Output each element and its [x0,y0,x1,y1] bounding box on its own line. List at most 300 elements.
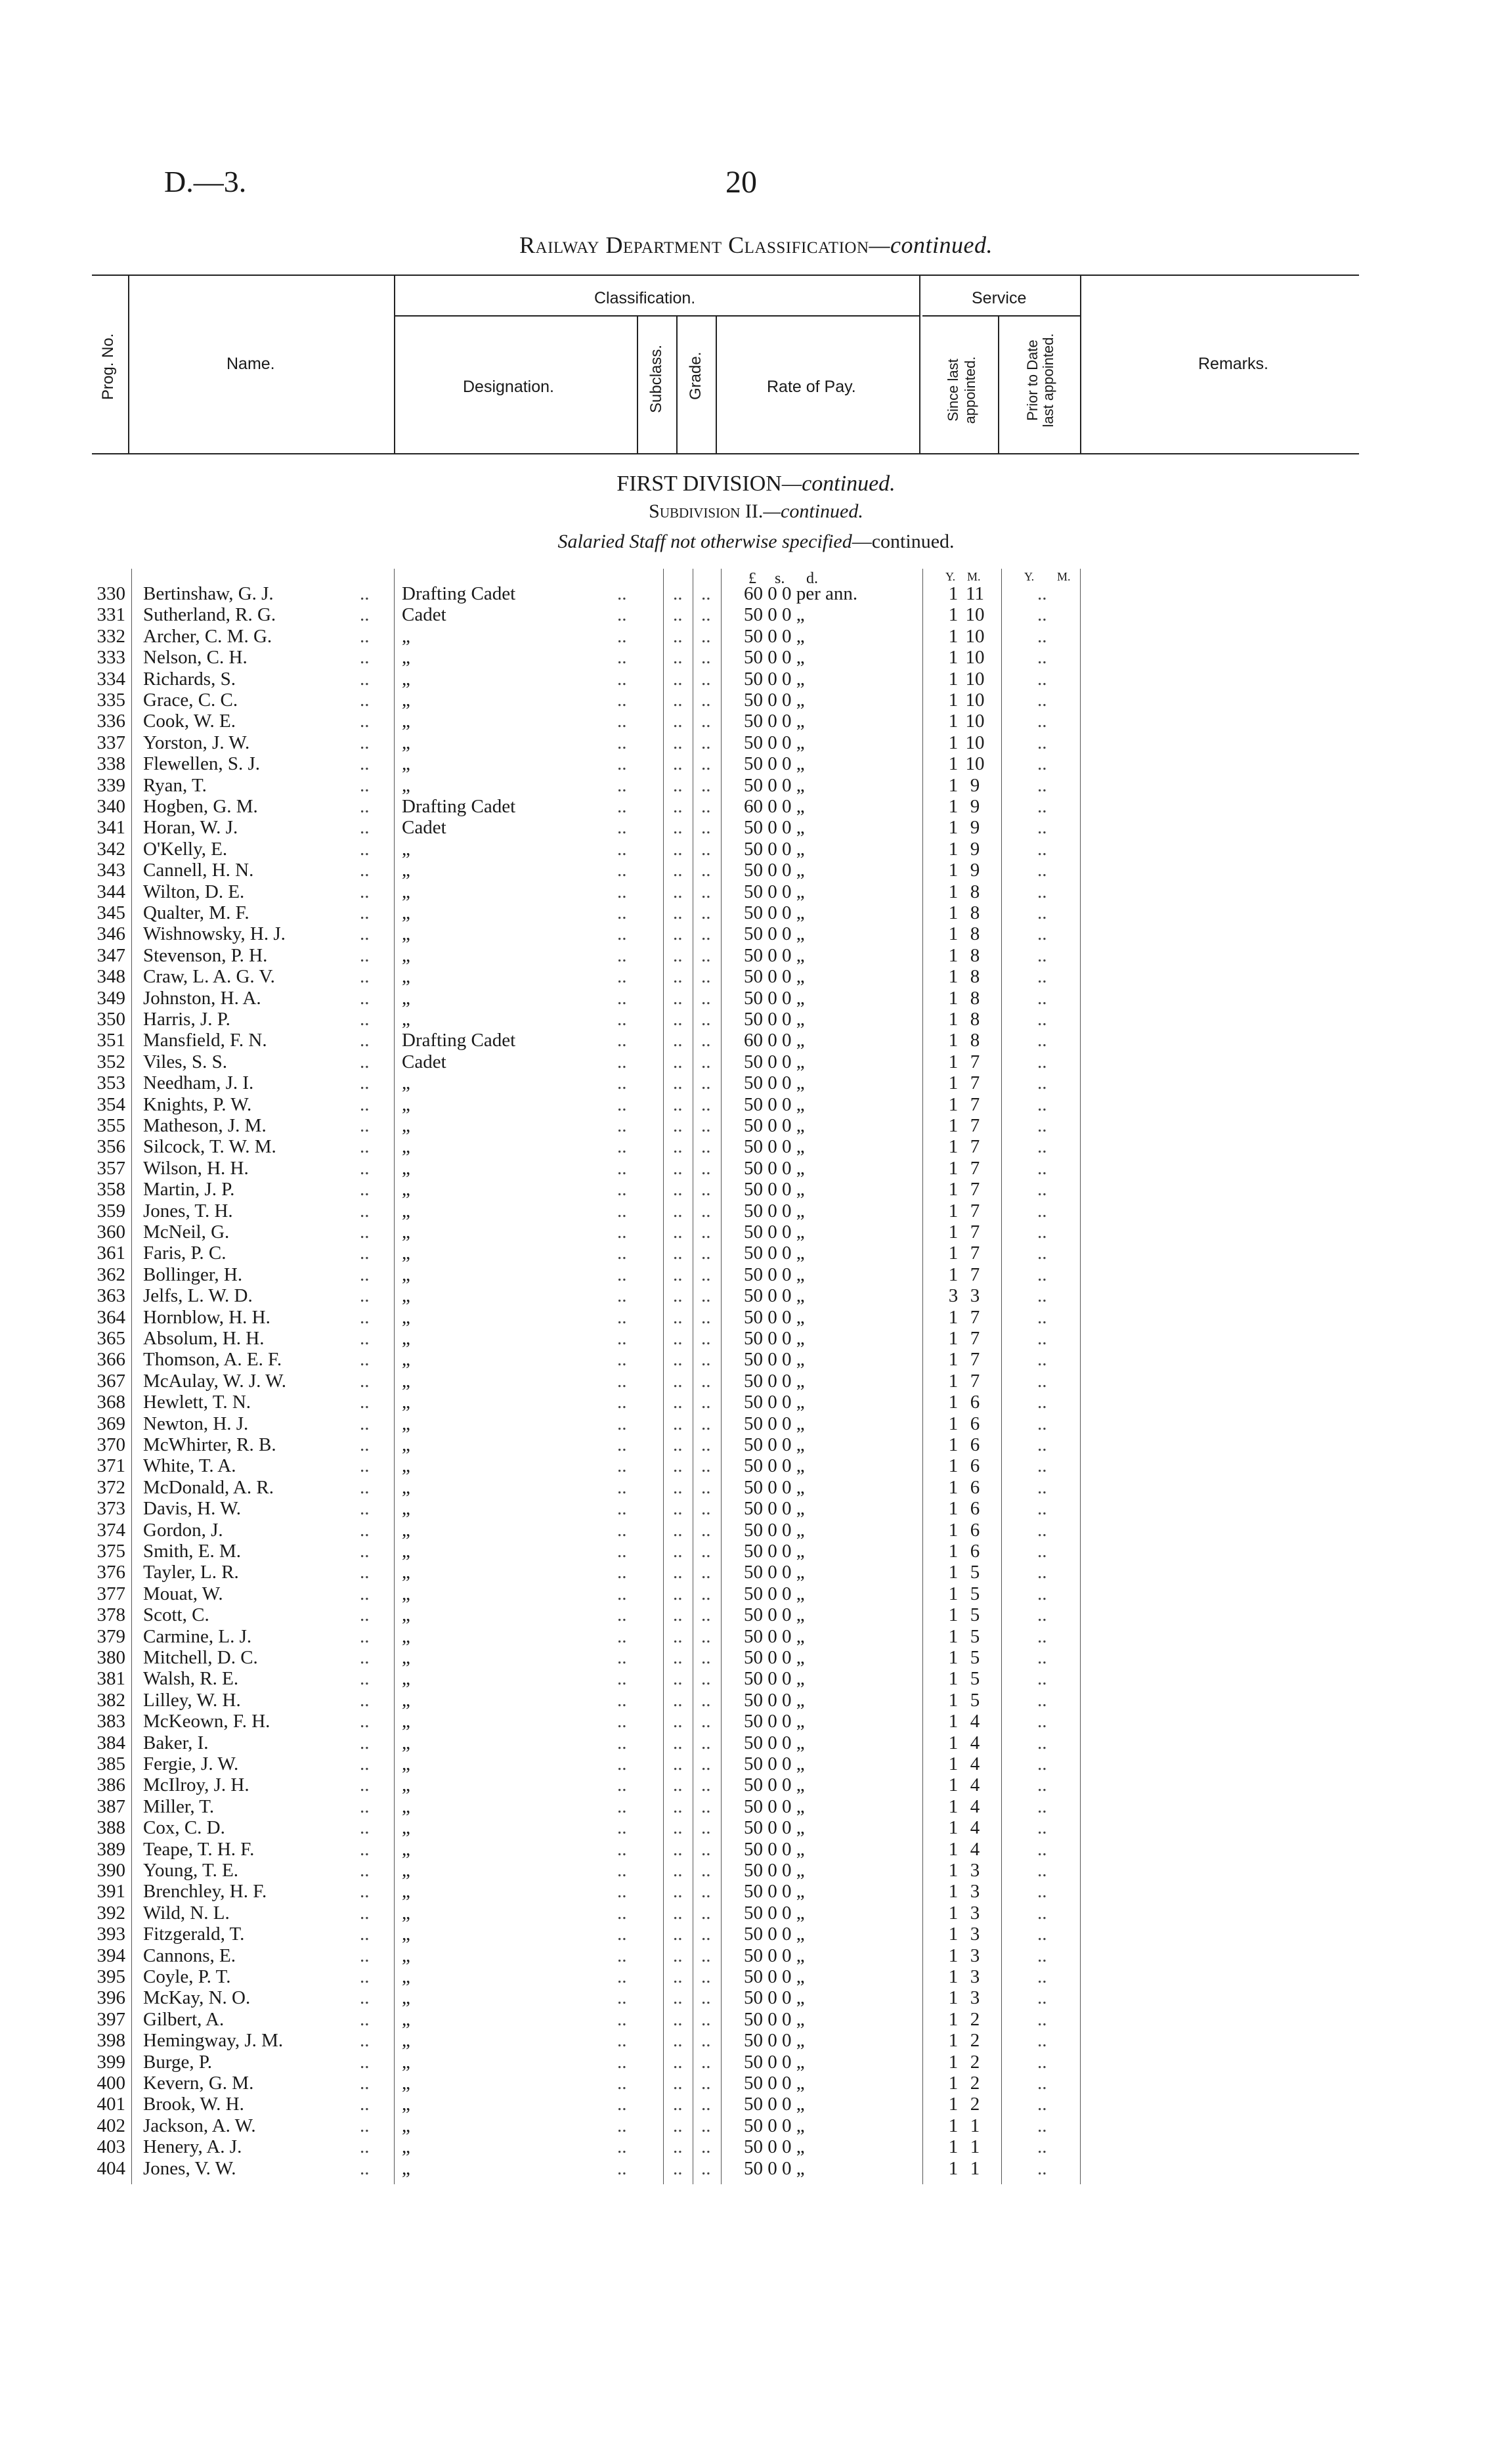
rate-of-pay: 50 0 0 „ [744,732,805,753]
leader-dots: .. [617,2051,627,2073]
leader-dots: .. [617,1434,627,1455]
leader-dots: .. [617,838,627,860]
designation: „ [402,2157,410,2179]
leader-dots: .. [701,1987,711,2009]
leader-dots: .. [673,1115,683,1136]
service-years: 1 [948,2157,959,2179]
leader-dots: .. [360,1945,370,1966]
leader-dots: .. [360,1328,370,1349]
leader-dots: .. [673,1200,683,1222]
leader-dots: .. [1037,1860,1047,1881]
table-row [0,1328,1512,1349]
leader-dots: .. [617,966,627,988]
table-row [0,1477,1512,1498]
table-row [0,1264,1512,1285]
leader-dots: .. [673,2136,683,2158]
rate-of-pay: 50 0 0 „ [744,2008,805,2030]
rate-of-pay: 50 0 0 „ [744,1476,805,1498]
prog-number: 356 [97,1136,125,1158]
leader-dots: .. [1037,1030,1047,1051]
leader-dots: .. [617,1647,627,1668]
service-months: 10 [965,604,985,626]
table-row [0,966,1512,987]
rate-of-pay: 50 0 0 „ [744,1222,805,1243]
service-years: 1 [948,1924,959,1945]
leader-dots: .. [673,1711,683,1732]
leader-dots: .. [360,1157,370,1179]
prog-number: 380 [97,1647,125,1668]
leader-dots: .. [673,1455,683,1477]
prog-number: 353 [97,1072,125,1094]
leader-dots: .. [360,2115,370,2136]
leader-dots: .. [617,625,627,647]
designation: „ [402,1753,410,1774]
leader-dots: .. [701,1902,711,1924]
unit-years-since: Y. [945,570,956,583]
rate-of-pay: 50 0 0 „ [744,1987,805,2009]
service-years: 1 [948,1498,959,1520]
prog-number: 358 [97,1179,125,1200]
table-row [0,1966,1512,1987]
leader-dots: .. [673,2030,683,2052]
leader-dots: .. [673,1243,683,1264]
prog-number: 371 [97,1455,125,1477]
service-months: 8 [970,881,980,902]
table-row [0,1136,1512,1157]
leader-dots: .. [360,604,370,626]
leader-dots: .. [360,732,370,753]
leader-dots: .. [617,1902,627,1924]
prog-number: 368 [97,1392,125,1413]
leader-dots: .. [701,1924,711,1945]
staff-name: Bertinshaw, G. J. [143,583,274,604]
leader-dots: .. [617,1222,627,1243]
subdivision-heading [0,500,1512,523]
col-subclass: Subclass. [647,344,665,413]
col-classification: Classification. [594,289,696,307]
leader-dots: .. [617,2030,627,2052]
leader-dots: .. [360,1072,370,1094]
prog-number: 396 [97,1987,125,2009]
leader-dots: .. [673,753,683,775]
leader-dots: .. [1037,1732,1047,1753]
designation: „ [402,690,410,711]
leader-dots: .. [701,1795,711,1817]
designation: „ [402,1434,410,1455]
designation: „ [402,2115,410,2136]
col-remarks: Remarks. [1198,355,1268,373]
table-row [0,988,1512,1009]
leader-dots: .. [701,1200,711,1222]
leader-dots: .. [617,1795,627,1817]
service-years: 1 [948,1881,959,1903]
table-row [0,1817,1512,1838]
service-years: 1 [948,2051,959,2073]
staff-name: Brenchley, H. F. [143,1881,267,1903]
staff-name: Henery, A. J. [143,2136,242,2158]
table-row [0,2073,1512,2094]
leader-dots: .. [617,2136,627,2158]
prog-number: 378 [97,1604,125,1626]
staff-name: Needham, J. I. [143,1072,254,1094]
designation: „ [402,1455,410,1477]
prog-number: 399 [97,2051,125,2073]
leader-dots: .. [360,774,370,796]
leader-dots: .. [701,796,711,817]
leader-dots: .. [673,2073,683,2094]
divider-6 [919,275,920,453]
service-years: 1 [948,690,959,711]
service-years: 1 [948,1647,959,1668]
leader-dots: .. [673,774,683,796]
prog-number: 391 [97,1881,125,1903]
leader-dots: .. [360,1562,370,1583]
designation: „ [402,1009,410,1030]
service-months: 10 [965,753,985,775]
staff-name: Gordon, J. [143,1519,223,1541]
service-months: 6 [970,1434,980,1455]
designation: „ [402,1562,410,1583]
leader-dots: .. [360,1541,370,1562]
table-row [0,881,1512,902]
leader-dots: .. [701,1179,711,1200]
leader-dots: .. [360,1009,370,1030]
service-years: 1 [948,1093,959,1115]
leader-dots: .. [1037,753,1047,775]
service-years: 1 [948,583,959,604]
leader-dots: .. [1037,1987,1047,2009]
leader-dots: .. [673,838,683,860]
leader-dots: .. [701,1774,711,1796]
service-years: 1 [948,1753,959,1774]
prog-number: 364 [97,1306,125,1328]
leader-dots: .. [1037,1838,1047,1860]
leader-dots: .. [1037,1264,1047,1285]
designation: „ [402,2094,410,2115]
leader-dots: .. [360,881,370,902]
service-months: 3 [970,1902,980,1924]
prog-number: 340 [97,796,125,817]
leader-dots: .. [673,1179,683,1200]
designation: „ [402,2073,410,2094]
designation: „ [402,2008,410,2030]
service-years: 1 [948,902,959,923]
leader-dots: .. [701,1966,711,1987]
divider-2 [394,275,395,453]
leader-dots: .. [701,668,711,690]
leader-dots: .. [360,1519,370,1541]
leader-dots: .. [673,1689,683,1711]
staff-name: Baker, I. [143,1732,209,1753]
prog-number: 341 [97,817,125,839]
prog-number: 350 [97,1009,125,1030]
service-months: 7 [970,1222,980,1243]
designation: „ [402,1072,410,1094]
leader-dots: .. [701,1434,711,1455]
service-months: 11 [966,583,984,604]
designation: „ [402,1222,410,1243]
rate-of-pay: 50 0 0 „ [744,2157,805,2179]
leader-dots: .. [617,1051,627,1072]
prog-number: 338 [97,753,125,775]
division-heading [0,472,1512,496]
leader-dots: .. [701,583,711,604]
leader-dots: .. [617,1838,627,1860]
leader-dots: .. [673,1349,683,1371]
service-months: 7 [970,1051,980,1072]
staff-name: Grace, C. C. [143,690,238,711]
leader-dots: .. [1037,2073,1047,2094]
leader-dots: .. [360,1030,370,1051]
staff-name: Harris, J. P. [143,1009,230,1030]
table-row [0,1392,1512,1413]
leader-dots: .. [360,1902,370,1924]
service-years: 1 [948,1434,959,1455]
leader-dots: .. [673,2115,683,2136]
leader-dots: .. [701,1945,711,1966]
leader-dots: .. [617,690,627,711]
leader-dots: .. [1037,1349,1047,1371]
service-years: 1 [948,753,959,775]
leader-dots: .. [360,1817,370,1839]
prog-number: 359 [97,1200,125,1222]
leader-dots: .. [701,1689,711,1711]
table-row [0,2136,1512,2157]
rate-of-pay: 50 0 0 „ [744,1860,805,1881]
leader-dots: .. [701,1222,711,1243]
service-months: 4 [970,1838,980,1860]
leader-dots: .. [673,1668,683,1690]
divider-5 [716,315,717,453]
prog-number: 376 [97,1562,125,1583]
unit-shillings: s. [775,570,785,587]
rate-of-pay: 50 0 0 „ [744,1774,805,1796]
prog-number: 373 [97,1498,125,1520]
prog-number: 400 [97,2073,125,2094]
designation: „ [402,1349,410,1371]
table-row [0,1626,1512,1647]
staff-name: Matheson, J. M. [143,1115,267,1136]
service-months: 6 [970,1541,980,1562]
leader-dots: .. [701,1753,711,1774]
table-row [0,775,1512,796]
leader-dots: .. [617,1349,627,1371]
leader-dots: .. [673,647,683,669]
service-months: 7 [970,1200,980,1222]
staff-name: White, T. A. [143,1455,236,1477]
leader-dots: .. [673,1966,683,1987]
leader-dots: .. [360,1753,370,1774]
table-row [0,796,1512,817]
unit-years-prior: Y. [1024,570,1035,583]
service-months: 1 [970,2157,980,2179]
service-years: 1 [948,1817,959,1839]
leader-dots: .. [701,1392,711,1413]
prog-number: 389 [97,1838,125,1860]
rate-of-pay: 50 0 0 „ [744,668,805,690]
table-row [0,2158,1512,2179]
rate-of-pay: 50 0 0 „ [744,690,805,711]
service-years: 1 [948,1179,959,1200]
service-months: 5 [970,1562,980,1583]
leader-dots: .. [701,647,711,669]
divider-3 [637,315,638,453]
staff-name: Absolum, H. H. [143,1328,265,1349]
leader-dots: .. [1037,1009,1047,1030]
leader-dots: .. [1037,2094,1047,2115]
rate-of-pay: 50 0 0 „ [744,1200,805,1222]
prog-number: 336 [97,711,125,732]
leader-dots: .. [673,987,683,1009]
rate-of-pay: 60 0 0 „ [744,796,805,817]
staff-name: Archer, C. M. G. [143,625,272,647]
leader-dots: .. [617,668,627,690]
col-prior-to-date: Prior to Date last appointed. [1024,333,1056,428]
leader-dots: .. [1037,1817,1047,1839]
leader-dots: .. [1037,1455,1047,1477]
designation: „ [402,1583,410,1604]
leader-dots: .. [1037,1476,1047,1498]
prog-number: 362 [97,1264,125,1285]
service-months: 7 [970,1264,980,1285]
service-months: 2 [970,2008,980,2030]
service-years: 1 [948,1966,959,1987]
service-months: 5 [970,1625,980,1647]
leader-dots: .. [617,1519,627,1541]
designation: Cadet [402,1051,446,1072]
leader-dots: .. [617,902,627,923]
designation: „ [402,1519,410,1541]
staff-name: Hemingway, J. M. [143,2030,284,2052]
service-years: 1 [948,1157,959,1179]
table-row [0,1860,1512,1881]
leader-dots: .. [617,1604,627,1626]
rate-of-pay: 50 0 0 „ [744,1179,805,1200]
table-row [0,1434,1512,1455]
staff-name: Knights, P. W. [143,1093,252,1115]
service-months: 3 [970,1924,980,1945]
service-months: 7 [970,1093,980,1115]
leader-dots: .. [673,668,683,690]
leader-dots: .. [701,1562,711,1583]
designation: „ [402,774,410,796]
service-years: 1 [948,1945,959,1966]
table-row [0,1179,1512,1200]
leader-dots: .. [1037,1689,1047,1711]
leader-dots: .. [617,1945,627,1966]
prog-number: 370 [97,1434,125,1455]
leader-dots: .. [1037,1625,1047,1647]
service-years: 1 [948,1136,959,1158]
leader-dots: .. [673,1647,683,1668]
staff-name: Hogben, G. M. [143,796,258,817]
table-row [0,1796,1512,1817]
designation: „ [402,1668,410,1690]
service-years: 1 [948,1243,959,1264]
leader-dots: .. [673,604,683,626]
leader-dots: .. [360,1966,370,1987]
staff-name: Coyle, P. T. [143,1966,231,1987]
rate-of-pay: 50 0 0 „ [744,2073,805,2094]
leader-dots: .. [360,1306,370,1328]
leader-dots: .. [673,860,683,881]
leader-dots: .. [1037,1924,1047,1945]
table-row [0,1668,1512,1689]
leader-dots: .. [673,690,683,711]
leader-dots: .. [673,1860,683,1881]
leader-dots: .. [360,1689,370,1711]
designation: „ [402,838,410,860]
leader-dots: .. [617,923,627,945]
staff-name: McWhirter, R. B. [143,1434,276,1455]
table-row [0,860,1512,881]
service-years: 1 [948,987,959,1009]
leader-dots: .. [1037,1413,1047,1434]
staff-name: Wilson, H. H. [143,1157,249,1179]
table-row [0,1583,1512,1604]
leader-dots: .. [1037,1328,1047,1349]
leader-dots: .. [673,2094,683,2115]
rate-of-pay: 50 0 0 „ [744,1264,805,1285]
prog-number: 374 [97,1519,125,1541]
leader-dots: .. [701,732,711,753]
leader-dots: .. [617,1093,627,1115]
service-years: 1 [948,796,959,817]
leader-dots: .. [617,1009,627,1030]
rate-of-pay: 50 0 0 „ [744,2030,805,2052]
staff-name: Carmine, L. J. [143,1625,252,1647]
leader-dots: .. [360,625,370,647]
leader-dots: .. [1037,2136,1047,2158]
designation: „ [402,1541,410,1562]
leader-dots: .. [360,923,370,945]
leader-dots: .. [673,625,683,647]
service-months: 4 [970,1711,980,1732]
leader-dots: .. [673,732,683,753]
designation: „ [402,1860,410,1881]
prog-number: 404 [97,2157,125,2179]
leader-dots: .. [617,1200,627,1222]
service-years: 1 [948,1987,959,2009]
leader-dots: .. [360,1924,370,1945]
leader-dots: .. [673,1519,683,1541]
prog-number: 384 [97,1732,125,1753]
leader-dots: .. [617,1562,627,1583]
service-years: 1 [948,1072,959,1094]
rate-of-pay: 60 0 0 „ [744,1030,805,1051]
leader-dots: .. [1037,2030,1047,2052]
table-row [0,1072,1512,1093]
unit-pence: d. [806,570,818,587]
leader-dots: .. [1037,1604,1047,1626]
service-months: 8 [970,1009,980,1030]
service-months: 3 [970,1987,980,2009]
leader-dots: .. [617,2115,627,2136]
service-years: 1 [948,1264,959,1285]
staff-name: Tayler, L. R. [143,1562,239,1583]
col-name: Name. [227,355,275,373]
service-years: 1 [948,668,959,690]
leader-dots: .. [1037,2157,1047,2179]
prog-number: 361 [97,1243,125,1264]
designation: „ [402,1328,410,1349]
leader-dots: .. [673,2157,683,2179]
designation: „ [402,1370,410,1392]
prog-number: 348 [97,966,125,988]
leader-dots: .. [360,2094,370,2115]
rate-of-pay: 50 0 0 „ [744,1051,805,1072]
service-years: 1 [948,1902,959,1924]
